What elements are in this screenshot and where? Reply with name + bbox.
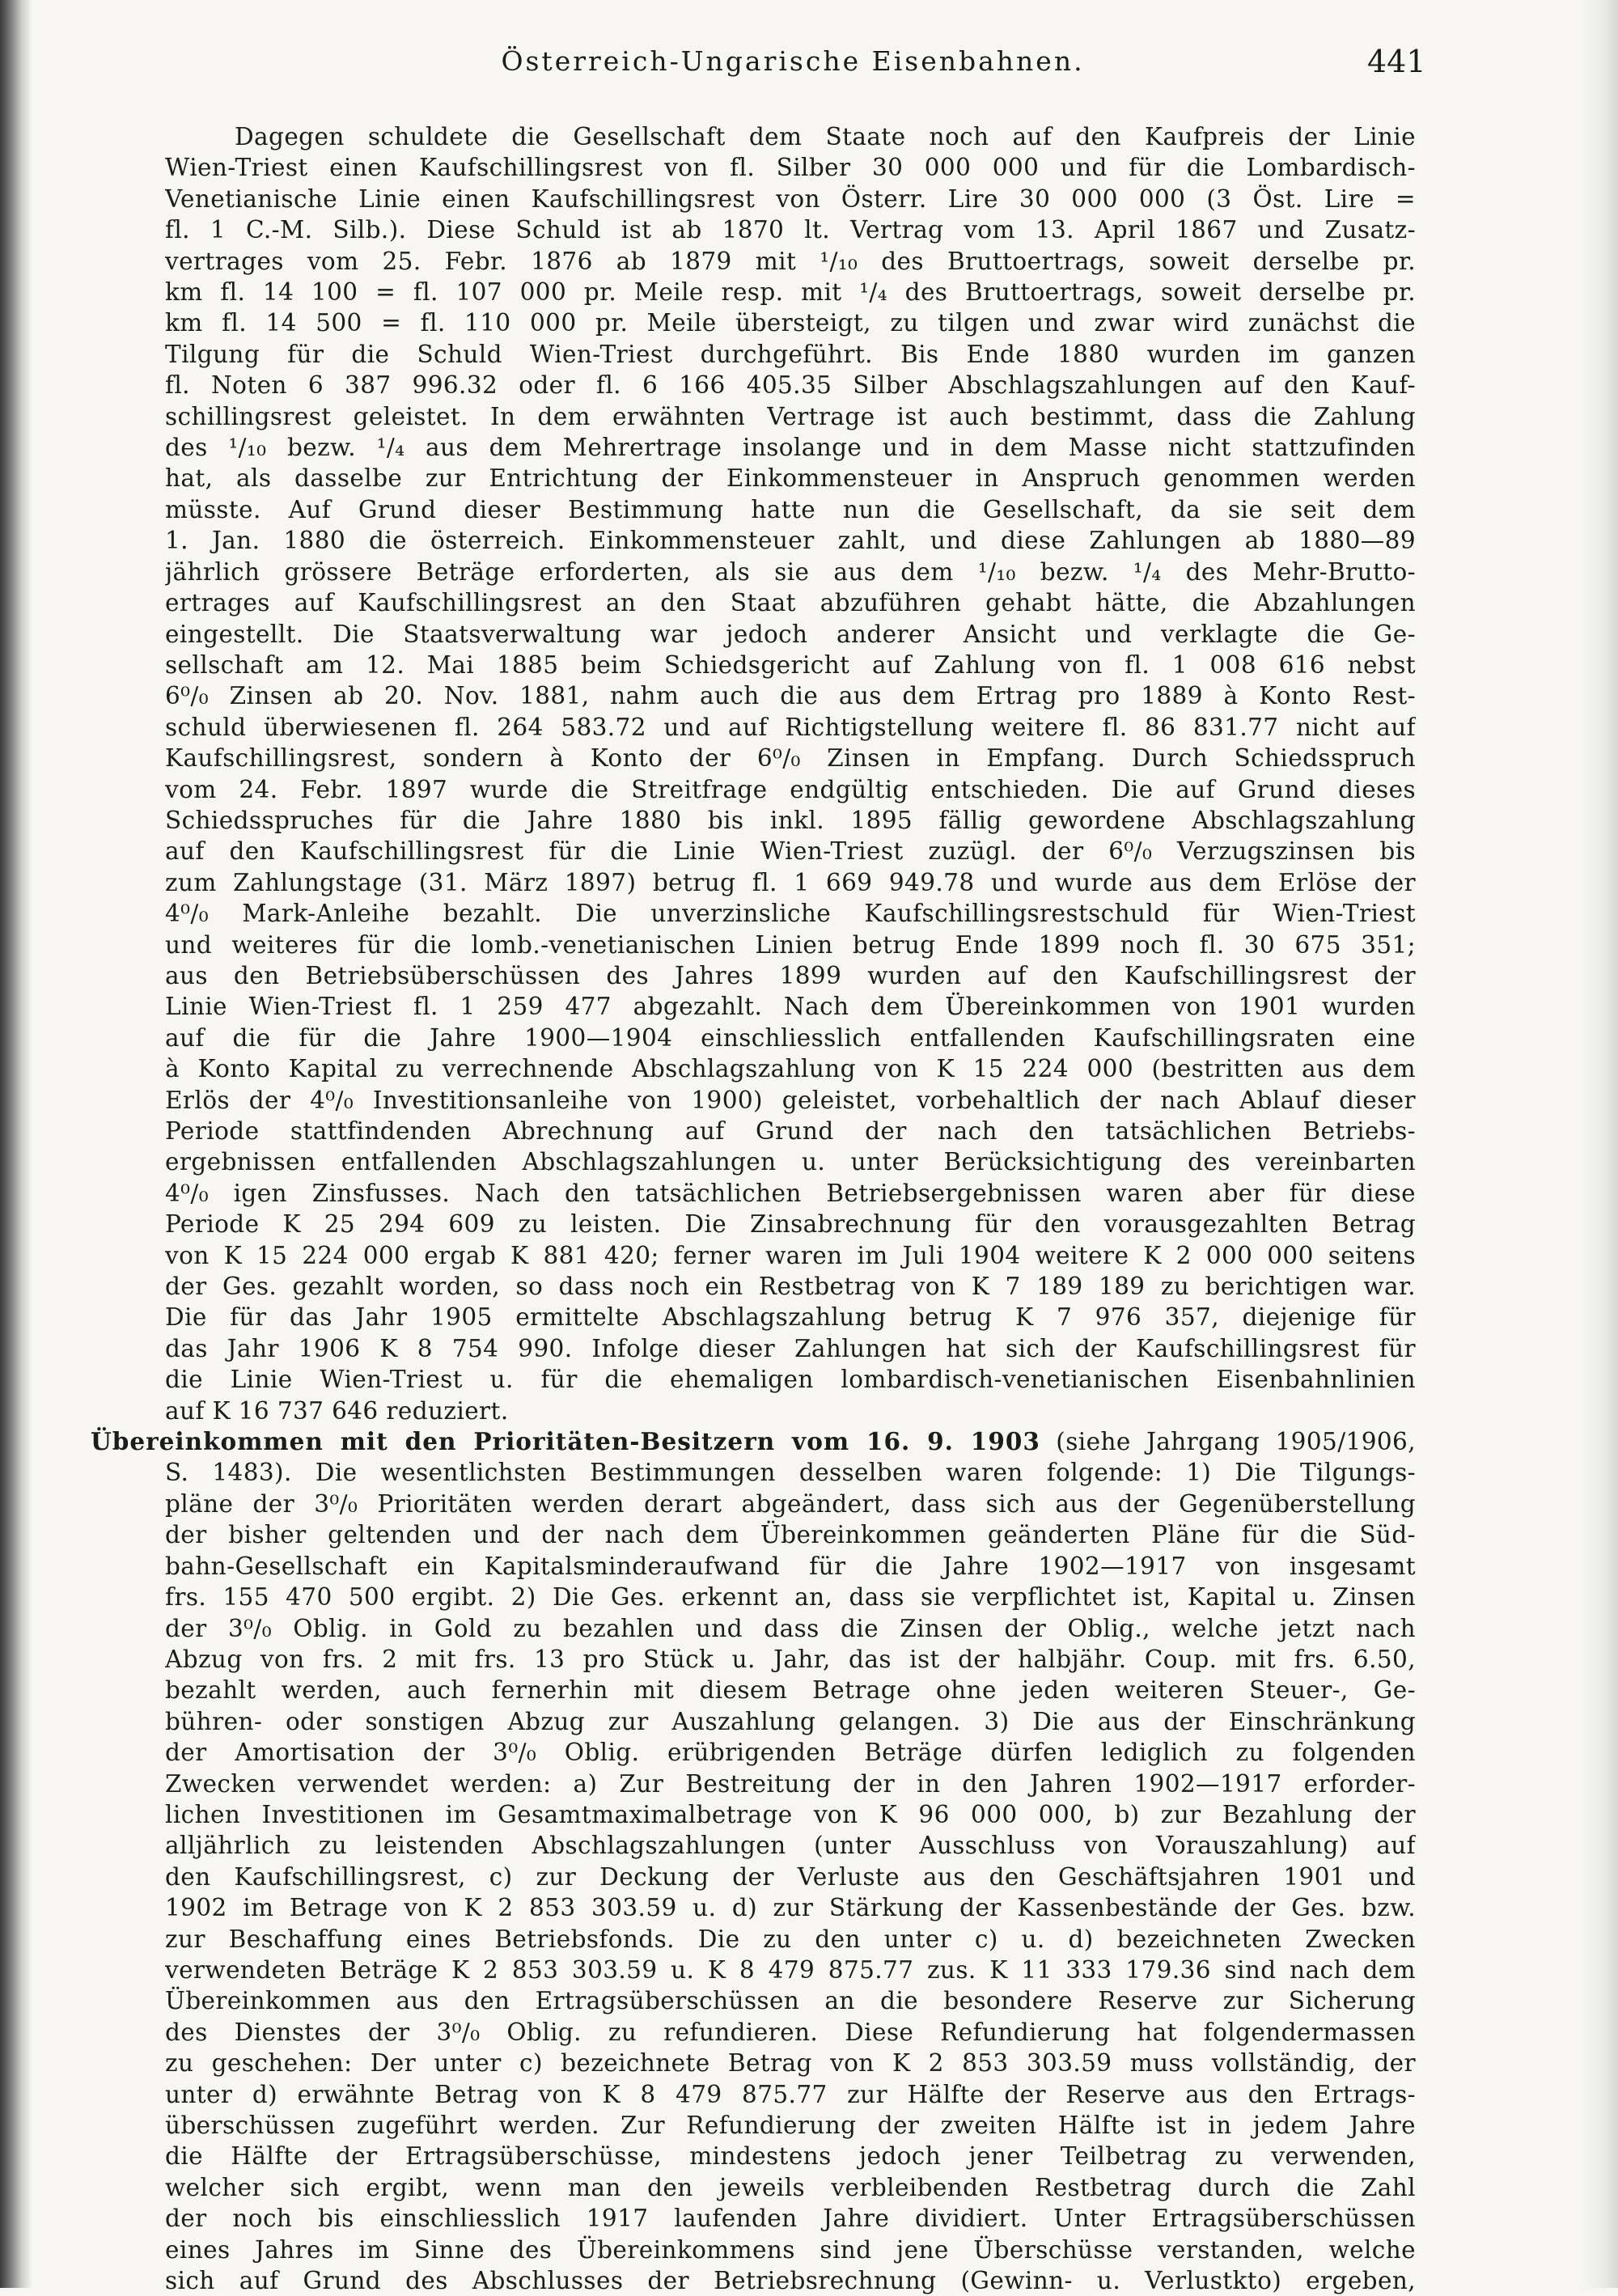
text-line: frs. 155 470 500 ergibt. 2) Die Ges. erkennt an, dass sie verpflichtet ist, Kapital u. Zinsen bbox=[165, 1583, 1416, 1612]
text-line: eines Jahres im Sinne des Übereinkommens sind jene Überschüsse verstanden, welche bbox=[165, 2235, 1416, 2264]
text-line: auf K 16 737 646 reduziert. bbox=[165, 1396, 509, 1425]
text-line: vom 24. Febr. 1897 wurde die Streitfrage endgültig entschieden. Die auf Grund dieses bbox=[165, 775, 1416, 803]
text-line: 4⁰/₀ igen Zinsfusses. Nach den tatsächlichen Betriebsergebnissen waren aber für diese bbox=[165, 1179, 1416, 1207]
text-line: bezahlt werden, auch fernerhin mit diesem Betrage ohne jeden weiteren Steuer-, Ge- bbox=[165, 1676, 1416, 1705]
text-line: alljährlich zu leistenden Abschlagszahlungen (unter Ausschluss von Vorauszahlung) auf bbox=[165, 1832, 1416, 1860]
text-line: Übereinkommen aus den Ertragsüberschüssen an die besondere Reserve zur Sicherung bbox=[165, 1987, 1416, 2015]
page-number: 441 bbox=[1367, 44, 1426, 79]
paragraph-2 bbox=[91, 1426, 1416, 2296]
text-line: die Hälfte der Ertragsüberschüsse, mindestens jedoch jener Teilbetrag zu verwenden, bbox=[165, 2142, 1416, 2171]
text-line: bühren- oder sonstigen Abzug zur Auszahlung gelangen. 3) Die aus der Einschränkung bbox=[165, 1707, 1416, 1735]
text-line: Wien-Triest einen Kaufschillingsrest von fl. Silber 30 000 000 und für die Lombardisch- bbox=[165, 154, 1416, 182]
text-line: und weiteres für die lomb.-venetianischen Linien betrug Ende 1899 noch fl. 30 675 351; bbox=[165, 930, 1416, 959]
section-heading: Übereinkommen mit den Prioritäten-Besitzern vom 16. 9. 1903 bbox=[91, 1427, 1040, 1456]
text-line: des ¹/₁₀ bezw. ¹/₄ aus dem Mehrertrage insolange und in dem Masse nicht stattzufinden bbox=[165, 434, 1416, 462]
text-line: Zwecken verwendet werden: a) Zur Bestreitung der in den Jahren 1902—1917 erforder- bbox=[165, 1769, 1416, 1798]
text-line: Erlös der 4⁰/₀ Investitionsanleihe von 1900) geleistet, vorbehaltlich der nach Ablauf dieser bbox=[165, 1086, 1416, 1114]
text-line: der bisher geltenden und der nach dem Übereinkommen geänderten Pläne für die Süd- bbox=[165, 1521, 1416, 1549]
text-line: zur Beschaffung eines Betriebsfonds. Die zu den unter c) u. d) bezeichneten Zwecken bbox=[165, 1925, 1416, 1953]
text-line: auf die für die Jahre 1900—1904 einschliesslich entfallenden Kaufschillingsraten eine bbox=[165, 1023, 1416, 1052]
text-line: den Kaufschillingsrest, c) zur Deckung der Verluste aus den Geschäftsjahren 1901 und bbox=[165, 1862, 1416, 1891]
text-line: jährlich grössere Beträge erforderten, als sie aus dem ¹/₁₀ bezw. ¹/₄ des Mehr-Brutto- bbox=[165, 557, 1416, 586]
text-line: aus den Betriebsüberschüssen des Jahres 1899 wurden auf den Kaufschillingsrest der bbox=[165, 961, 1416, 989]
text-line: das Jahr 1906 K 8 754 990. Infolge dieser Zahlungen hat sich der Kaufschillingsrest für bbox=[165, 1334, 1416, 1362]
text-line: von K 15 224 000 ergab K 881 420; ferner waren im Juli 1904 weitere K 2 000 000 seitens bbox=[165, 1241, 1416, 1269]
text-line: Die für das Jahr 1905 ermittelte Abschlagszahlung betrug K 7 976 357, diejenige für bbox=[165, 1303, 1416, 1332]
text-line: Schiedsspruches für die Jahre 1880 bis inkl. 1895 fällig gewordene Abschlagszahlung bbox=[165, 806, 1416, 834]
text-line: des Dienstes der 3⁰/₀ Oblig. zu refundieren. Diese Refundierung hat folgendermassen bbox=[165, 2018, 1416, 2046]
section-heading-rest: (siehe Jahrgang 1905/1906, bbox=[1040, 1428, 1416, 1456]
text-line: der 3⁰/₀ Oblig. in Gold zu bezahlen und dass die Zinsen der Oblig., welche jetzt nach bbox=[165, 1614, 1416, 1642]
text-line: Periode K 25 294 609 zu leisten. Die Zinsabrechnung für den vorausgezahlten Betrag bbox=[165, 1210, 1416, 1239]
text-line: Dagegen schuldete die Gesellschaft dem Staate noch auf den Kaufpreis der Linie bbox=[235, 123, 1416, 150]
text-line: 4⁰/₀ Mark-Anleihe bezahlt. Die unverzinsliche Kaufschillingsrestschuld für Wien-Triest bbox=[165, 900, 1416, 928]
text-line: pläne der 3⁰/₀ Prioritäten werden derart abgeändert, dass sich aus der Gegenüberstellung bbox=[165, 1489, 1416, 1518]
text-line: fl. Noten 6 387 996.32 oder fl. 6 166 405.35 Silber Abschlagszahlungen auf den Kauf- bbox=[165, 371, 1416, 400]
text-line: überschüssen zugeführt werden. Zur Refundierung der zweiten Hälfte ist in jedem Jahre bbox=[165, 2112, 1416, 2139]
text-line: auf den Kaufschillingsrest für die Linie Wien-Triest zuzügl. der 6⁰/₀ Verzugszinsen bis bbox=[165, 837, 1416, 866]
text-line: eingestellt. Die Staatsverwaltung war jedoch anderer Ansicht und verklagte die Ge- bbox=[165, 620, 1416, 648]
text-line: 1902 im Betrage von K 2 853 303.59 u. d) zur Stärkung der Kassenbestände der Ges. bzw. bbox=[165, 1894, 1416, 1922]
text-line: km fl. 14 500 = fl. 110 000 pr. Meile übersteigt, zu tilgen und zwar wird zunächst die bbox=[165, 309, 1416, 337]
text-line: lichen Investitionen im Gesamtmaximalbetrage von K 96 000 000, b) zur Bezahlung der bbox=[165, 1800, 1416, 1828]
text-line: schillingsrest geleistet. In dem erwähnten Vertrage ist auch bestimmt, dass die Zahlung bbox=[165, 402, 1416, 430]
text-line: der noch bis einschliesslich 1917 laufenden Jahre dividiert. Unter Ertragsüberschüssen bbox=[165, 2205, 1416, 2233]
page-binding-shadow-left bbox=[0, 0, 32, 2288]
text-line: Kaufschillingsrest, sondern à Konto der 6⁰/₀ Zinsen in Empfang. Durch Schiedsspruch bbox=[165, 744, 1416, 773]
text-line: Periode stattfindenden Abrechnung auf Grund der nach den tatsächlichen Betriebs- bbox=[165, 1117, 1416, 1145]
text-line: bahn-Gesellschaft ein Kapitalsminderaufwand für die Jahre 1902—1917 von insgesamt bbox=[165, 1552, 1416, 1580]
text-line: ertrages auf Kaufschillingsrest an den Staat abzuführen gehabt hätte, die Abzahlungen bbox=[165, 589, 1416, 617]
text-line: der Ges. gezahlt worden, so dass noch ein Restbetrag von K 7 189 189 zu berichtigen war. bbox=[165, 1273, 1416, 1301]
text-line: sellschaft am 12. Mai 1885 beim Schiedsgericht auf Zahlung von fl. 1 008 616 nebst bbox=[165, 650, 1416, 679]
text-line: hat, als dasselbe zur Entrichtung der Einkommensteuer in Anspruch genommen werden bbox=[165, 464, 1416, 493]
text-line: unter d) erwähnte Betrag von K 8 479 875.77 zur Hälfte der Reserve aus den Ertrags- bbox=[165, 2080, 1416, 2108]
text-line: zu geschehen: Der unter c) bezeichnete Betrag von K 2 853 303.59 muss vollständig, der bbox=[165, 2049, 1416, 2078]
paragraph-1 bbox=[165, 121, 1416, 1426]
text-line: fl. 1 C.-M. Silb.). Diese Schuld ist ab 1870 lt. Vertrag vom 13. April 1867 und Zusatz- bbox=[165, 216, 1416, 244]
text-line: ergebnissen entfallenden Abschlagszahlungen u. unter Berücksichtigung des vereinbarten bbox=[165, 1148, 1416, 1176]
main-text bbox=[91, 121, 1416, 2296]
section-heading-line bbox=[91, 1426, 1416, 1457]
running-header: Österreich-Ungarische Eisenbahnen. bbox=[501, 45, 1085, 77]
text-line: vertrages vom 25. Febr. 1876 ab 1879 mit ¹/₁₀ des Bruttoertrags, soweit derselbe pr. bbox=[165, 247, 1416, 275]
text-line: schuld überwiesenen fl. 264 583.72 und auf Richtigstellung weitere fl. 86 831.77 nicht auf bbox=[165, 713, 1416, 741]
text-line: zum Zahlungstage (31. März 1897) betrug fl. 1 669 949.78 und wurde aus dem Erlöse der bbox=[165, 868, 1416, 896]
page-edge-right bbox=[1581, 0, 1618, 2288]
text-line: 1. Jan. 1880 die österreich. Einkommensteuer zahlt, und diese Zahlungen ab 1880—89 bbox=[165, 527, 1416, 555]
text-line: Tilgung für die Schuld Wien-Triest durchgeführt. Bis Ende 1880 wurden im ganzen bbox=[165, 340, 1416, 368]
text-line: sich auf Grund des Abschlusses der Betriebsrechnung (Gewinn- u. Verlustkto) ergeben, bbox=[165, 2267, 1416, 2295]
text-line: km fl. 14 100 = fl. 107 000 pr. Meile resp. mit ¹/₄ des Bruttoertrags, soweit derselbe pr. bbox=[165, 278, 1416, 307]
text-line: à Konto Kapital zu verrechnende Abschlagszahlung von K 15 224 000 (bestritten aus dem bbox=[165, 1055, 1416, 1083]
text-line: welcher sich ergibt, wenn man den jeweils verbleibenden Restbetrag durch die Zahl bbox=[165, 2173, 1416, 2201]
text-line: Venetianische Linie einen Kaufschillingsrest von Österr. Lire 30 000 000 (3 Öst. Lire = bbox=[165, 184, 1416, 213]
text-line: verwendeten Beträge K 2 853 303.59 u. K 8 479 875.77 zus. K 11 333 179.36 sind nach dem bbox=[165, 1955, 1416, 1984]
text-line: müsste. Auf Grund dieser Bestimmung hatte nun die Gesellschaft, da sie seit dem bbox=[165, 495, 1416, 523]
text-line: die Linie Wien-Triest u. für die ehemaligen lombardisch-venetianischen Eisenbahnlinien bbox=[165, 1366, 1416, 1394]
text-line: Linie Wien-Triest fl. 1 259 477 abgezahlt. Nach dem Übereinkommen von 1901 wurden bbox=[165, 993, 1416, 1021]
text-line: 6⁰/₀ Zinsen ab 20. Nov. 1881, nahm auch die aus dem Ertrag pro 1889 à Konto Rest- bbox=[165, 682, 1416, 710]
text-line: der Amortisation der 3⁰/₀ Oblig. erübrigenden Beträge dürfen lediglich zu folgenden bbox=[165, 1739, 1416, 1767]
text-line: S. 1483). Die wesentlichsten Bestimmungen desselben waren folgende: 1) Die Tilgungs- bbox=[165, 1459, 1416, 1487]
text-line: Abzug von frs. 2 mit frs. 13 pro Stück u. Jahr, das ist der halbjähr. Coup. mit frs. 6.50, bbox=[165, 1645, 1416, 1673]
